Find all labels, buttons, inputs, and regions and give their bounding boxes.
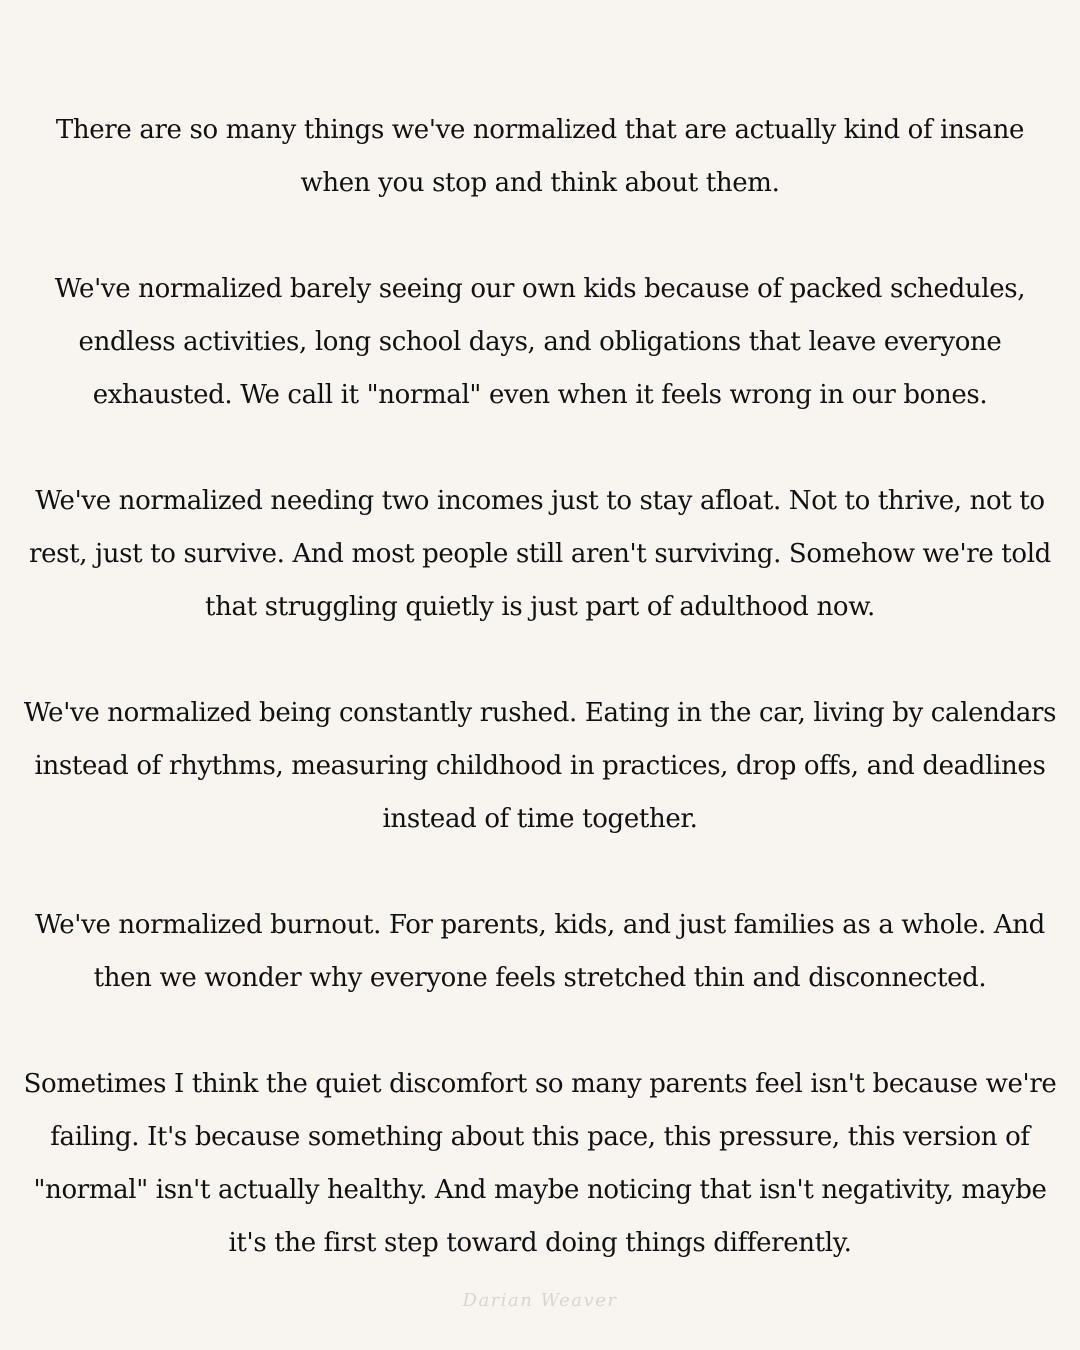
- paragraph-intro: There are so many things we've normalized that are actually kind of insane when you stop and think about them.: [55, 115, 1025, 198]
- paragraph-rushed: We've normalized being constantly rushed. Eating in the car, living by calendars instead of rhythms, measuring childhood in practices, drop offs, and deadlines instead of time together.: [23, 698, 1057, 834]
- paragraph-kids: We've normalized barely seeing our own kids because of packed schedules, endless activities, long school days, and obligations that leave everyone exhausted. We call it "normal" even when it feels wrong in our bones.: [54, 274, 1026, 410]
- paragraph-burnout: We've normalized burnout. For parents, kids, and just families as a whole. And then we wonder why everyone feels stretched thin and disconnected.: [35, 910, 1045, 993]
- paragraph-conclusion: Sometimes I think the quiet discomfort so many parents feel isn't because we're failing. It's because something about this pace, this pressure, this version of "normal" isn't actually healthy. And maybe noticing that isn't negativity, maybe it's the first step toward doing things differently.: [23, 1069, 1057, 1258]
- author-signature: Darian Weaver: [462, 1290, 618, 1311]
- paragraph-incomes: We've normalized needing two incomes just to stay afloat. Not to thrive, not to rest, just to survive. And most people still aren't surviving. Somehow we're told that struggling quietly is just part of adulthood now.: [29, 486, 1051, 622]
